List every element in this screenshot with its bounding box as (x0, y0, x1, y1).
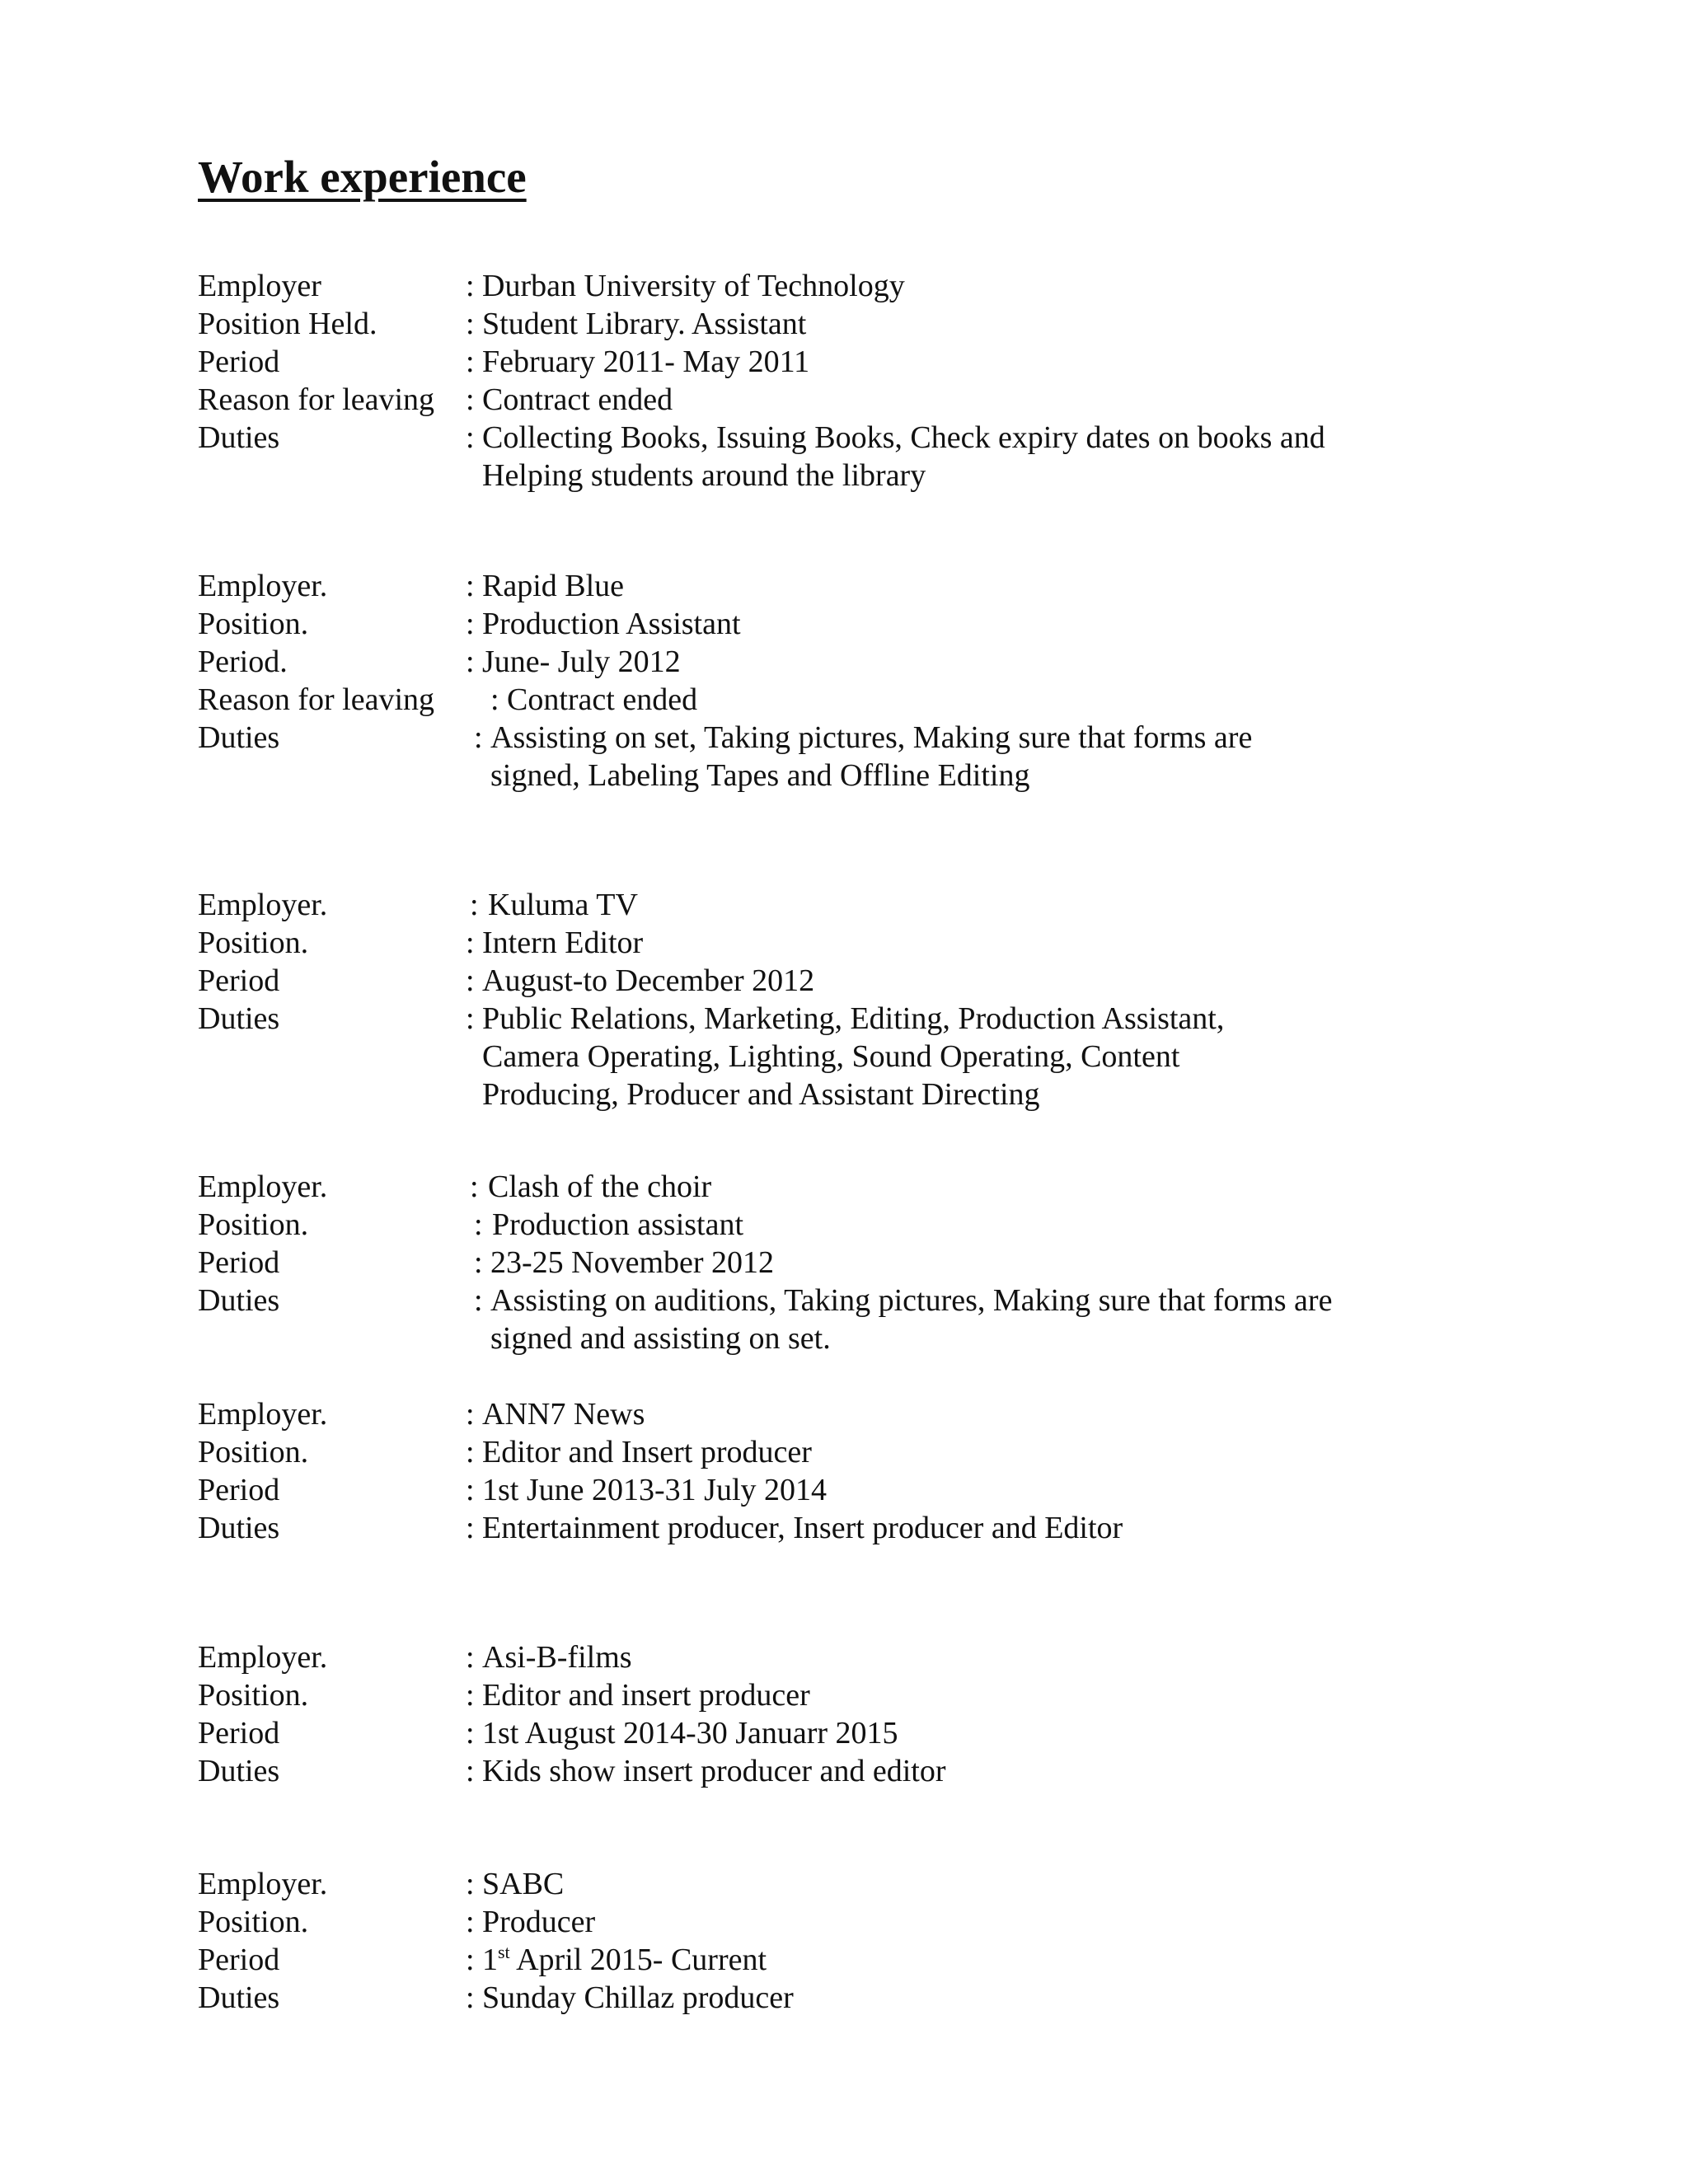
colon: : (466, 1678, 475, 1713)
duties-continuation-row (198, 757, 1484, 794)
work-entry-clash-of-the-choir (198, 1168, 1484, 1357)
employer-label: Employer (198, 269, 321, 303)
colon: : (466, 607, 475, 641)
colon: : (466, 1435, 475, 1469)
employer-value: Clash of the choir (488, 1169, 712, 1204)
employer-row (198, 267, 1484, 305)
period-value: August-to December 2012 (482, 963, 815, 998)
employer-row (198, 1865, 1484, 1903)
position-value: Production Assistant (482, 607, 741, 641)
reason-value: Contract ended (482, 382, 673, 417)
duties-value: Collecting Books, Issuing Books, Check expiry dates on books and (482, 420, 1325, 455)
period-label: Period. (198, 644, 288, 679)
duties-label: Duties (198, 1754, 280, 1788)
duties-value-continued: signed and assisting on set. (490, 1321, 831, 1356)
position-row (198, 1903, 1484, 1941)
colon: : (466, 644, 475, 679)
period-value: 23-25 November 2012 (490, 1245, 775, 1280)
duties-value: Sunday Chillaz producer (482, 1980, 794, 2015)
period-label: Period (198, 1716, 280, 1750)
period-label: Period (198, 1245, 280, 1280)
position-row (198, 305, 1484, 343)
period-ordinal-suffix: st (498, 1942, 510, 1962)
duties-label: Duties (198, 1511, 280, 1545)
employer-label: Employer. (198, 1640, 328, 1675)
colon: : (490, 682, 499, 717)
duties-row (198, 719, 1484, 757)
colon: : (466, 1511, 475, 1545)
position-row (198, 1206, 1484, 1244)
period-day: 1 (482, 1943, 498, 1977)
employer-value: SABC (482, 1867, 565, 1901)
employer-label: Employer. (198, 1397, 328, 1432)
colon: : (466, 1473, 475, 1507)
page-title: Work experience (198, 152, 527, 202)
employer-label: Employer. (198, 1867, 328, 1901)
position-label: Position. (198, 1678, 309, 1713)
period-value: 1st June 2013-31 July 2014 (482, 1473, 827, 1507)
duties-continuation-row (198, 1076, 1484, 1113)
duties-value: Public Relations, Marketing, Editing, Production Assistant, (482, 1001, 1225, 1036)
work-entry-durban (198, 267, 1484, 494)
colon: : (474, 1207, 483, 1242)
colon: : (466, 1001, 475, 1036)
position-value: Editor and insert producer (482, 1678, 810, 1713)
period-label: Period (198, 1943, 280, 1977)
position-label: Position. (198, 1905, 309, 1939)
duties-continuation-row (198, 1038, 1484, 1076)
period-value: 1st August 2014-30 Januarr 2015 (482, 1716, 898, 1750)
colon: : (474, 1245, 483, 1280)
work-entry-ann7-news (198, 1395, 1484, 1547)
duties-label: Duties (198, 420, 280, 455)
employer-value: Kuluma TV (488, 888, 638, 922)
employer-row (198, 1395, 1484, 1433)
work-entry-asi-b-films (198, 1638, 1484, 1790)
employer-value: Rapid Blue (482, 569, 625, 603)
colon: : (470, 888, 479, 922)
colon: : (466, 569, 475, 603)
position-label: Position. (198, 1207, 309, 1242)
period-value: June- July 2012 (482, 644, 681, 679)
employer-row (198, 1168, 1484, 1206)
colon: : (466, 926, 475, 960)
colon: : (474, 1283, 483, 1318)
reason-row (198, 681, 1484, 719)
position-value: Production assistant (492, 1207, 744, 1242)
employer-label: Employer. (198, 888, 328, 922)
position-value: Intern Editor (482, 926, 644, 960)
position-label: Position. (198, 1435, 309, 1469)
reason-row (198, 381, 1484, 419)
position-row (198, 1676, 1484, 1714)
position-value: Student Library. Assistant (482, 307, 807, 341)
duties-value-continued: Camera Operating, Lighting, Sound Operating, Content (482, 1039, 1180, 1074)
duties-continuation-row (198, 457, 1484, 494)
period-row (198, 962, 1484, 1000)
period-row (198, 1244, 1484, 1282)
duties-label: Duties (198, 1980, 280, 2015)
colon: : (466, 1980, 475, 2015)
position-value: Editor and Insert producer (482, 1435, 812, 1469)
period-row (198, 643, 1484, 681)
colon: : (466, 1754, 475, 1788)
work-entry-rapid-blue (198, 567, 1484, 794)
duties-continuation-row (198, 1319, 1484, 1357)
employer-value: ANN7 News (482, 1397, 645, 1432)
work-entry-kuluma-tv (198, 886, 1484, 1113)
duties-row (198, 1282, 1484, 1319)
duties-row (198, 1979, 1484, 2017)
reason-label: Reason for leaving (198, 682, 435, 717)
colon: : (466, 1397, 475, 1432)
duties-value: Entertainment producer, Insert producer and Editor (482, 1511, 1123, 1545)
duties-row (198, 1000, 1484, 1038)
employer-label: Employer. (198, 1169, 328, 1204)
duties-label: Duties (198, 1283, 280, 1318)
duties-value-continued: Helping students around the library (482, 458, 926, 493)
period-label: Period (198, 344, 280, 379)
reason-value: Contract ended (507, 682, 698, 717)
employer-row (198, 567, 1484, 605)
colon: : (474, 720, 483, 755)
work-entry-sabc (198, 1865, 1484, 2017)
colon: : (466, 1905, 475, 1939)
colon: : (466, 420, 475, 455)
colon: : (466, 382, 475, 417)
employer-label: Employer. (198, 569, 328, 603)
duties-row (198, 1752, 1484, 1790)
colon: : (466, 1716, 475, 1750)
position-row (198, 1433, 1484, 1471)
period-row (198, 1471, 1484, 1509)
employer-row (198, 1638, 1484, 1676)
colon: : (466, 963, 475, 998)
duties-value-continued: signed, Labeling Tapes and Offline Editing (490, 758, 1030, 793)
period-label: Period (198, 1473, 280, 1507)
colon: : (466, 307, 475, 341)
position-label: Position. (198, 926, 309, 960)
colon: : (470, 1169, 479, 1204)
position-label: Position Held. (198, 307, 377, 341)
duties-value: Kids show insert producer and editor (482, 1754, 946, 1788)
position-row (198, 605, 1484, 643)
colon: : (466, 269, 475, 303)
duties-value-continued: Producing, Producer and Assistant Directing (482, 1077, 1040, 1112)
duties-row (198, 419, 1484, 457)
period-rest: April 2015- Current (509, 1943, 767, 1977)
period-row (198, 343, 1484, 381)
position-row (198, 924, 1484, 962)
employer-value: Durban University of Technology (482, 269, 905, 303)
period-label: Period (198, 963, 280, 998)
duties-value: Assisting on auditions, Taking pictures, Making sure that forms are (490, 1283, 1333, 1318)
colon: : (466, 1640, 475, 1675)
position-value: Producer (482, 1905, 596, 1939)
period-value (482, 1941, 767, 1979)
reason-label: Reason for leaving (198, 382, 435, 417)
duties-label: Duties (198, 1001, 280, 1036)
duties-value: Assisting on set, Taking pictures, Making sure that forms are (490, 720, 1253, 755)
employer-row (198, 886, 1484, 924)
position-label: Position. (198, 607, 309, 641)
employer-value: Asi-B-films (482, 1640, 632, 1675)
duties-row (198, 1509, 1484, 1547)
period-value: February 2011- May 2011 (482, 344, 810, 379)
colon: : (466, 1867, 475, 1901)
duties-label: Duties (198, 720, 280, 755)
period-row (198, 1714, 1484, 1752)
colon: : (466, 1943, 475, 1977)
period-row (198, 1941, 1484, 1979)
colon: : (466, 344, 475, 379)
